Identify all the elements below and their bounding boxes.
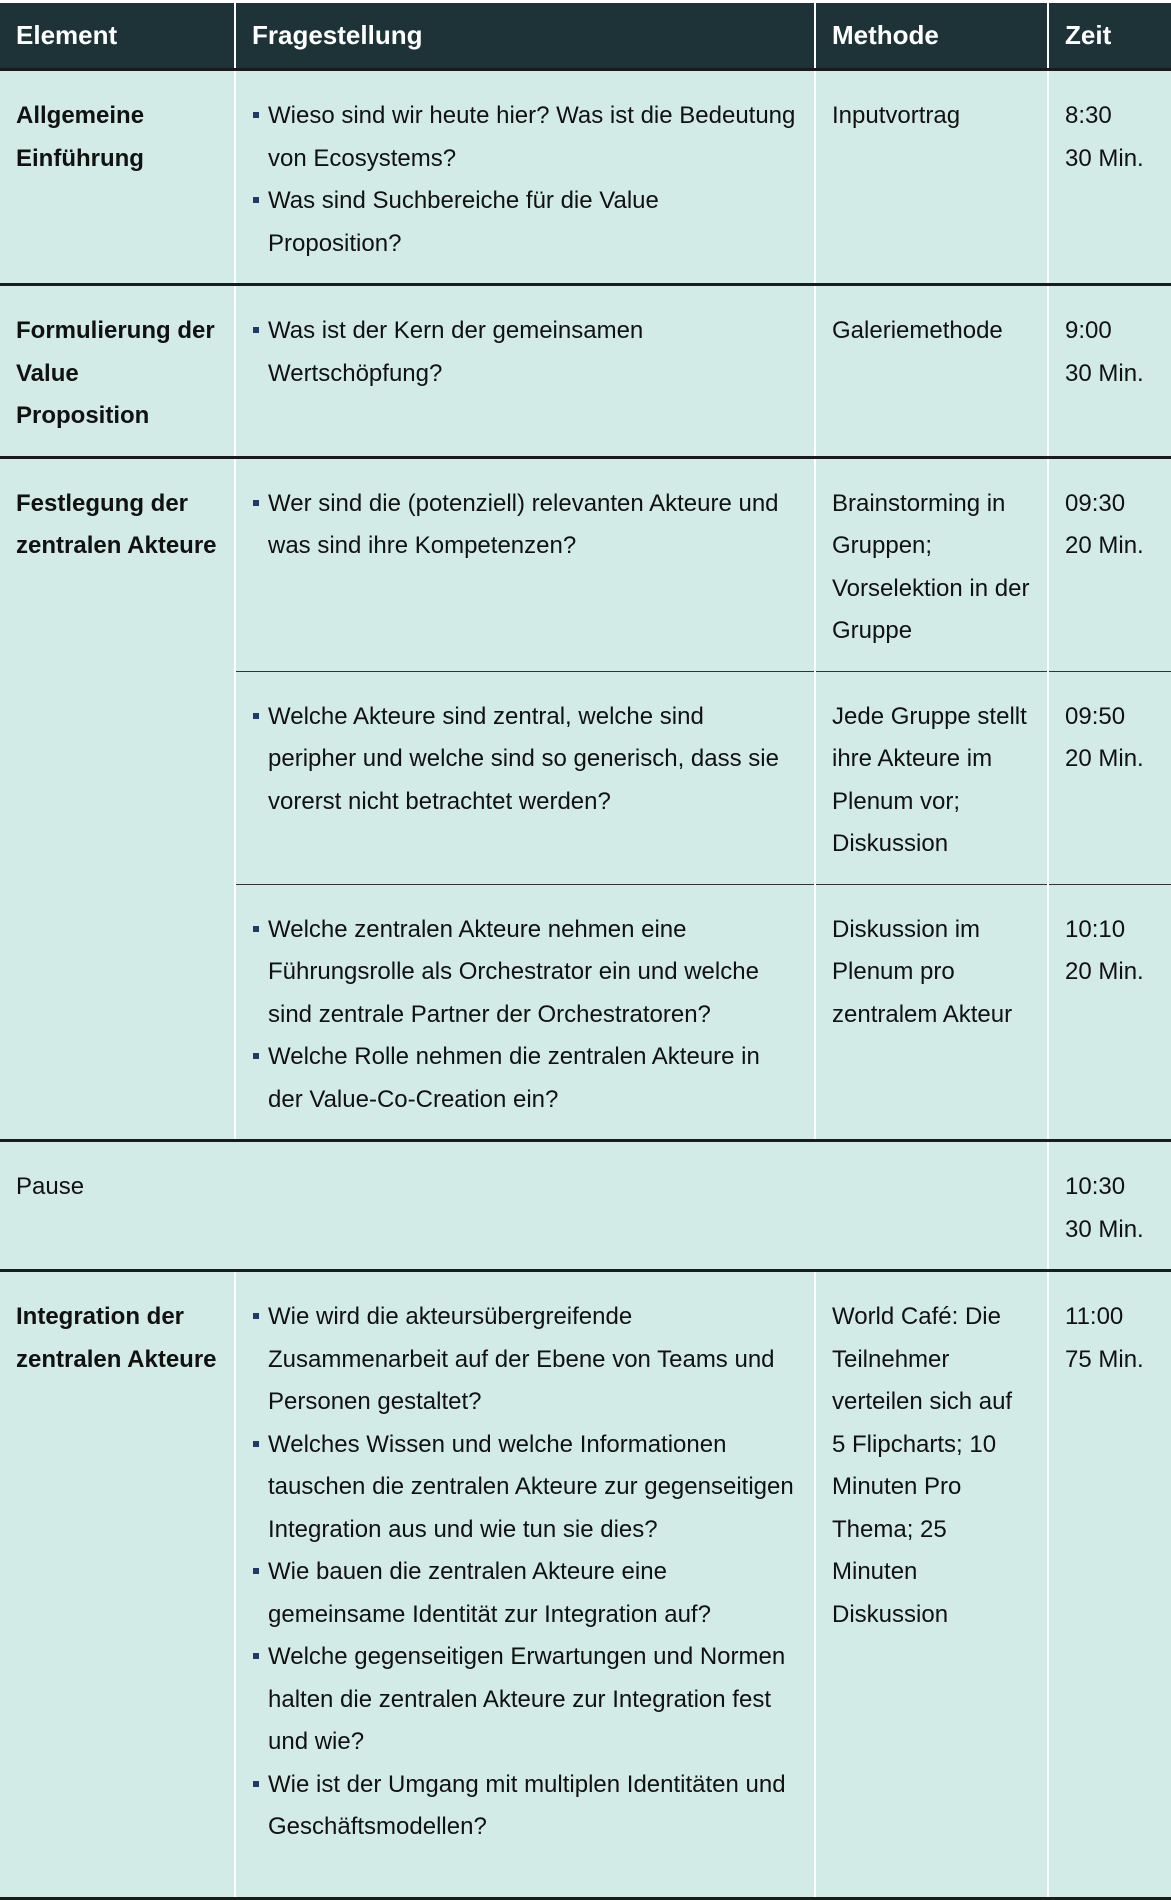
table-row bbox=[0, 1271, 1171, 1899]
question-item: Was sind Suchbereiche für die Value Proposition? bbox=[252, 180, 798, 265]
table-row bbox=[0, 457, 1171, 671]
question-cell bbox=[235, 1271, 815, 1899]
question-item: Wie wird die akteursübergreifende Zusammenarbeit auf der Ebene von Teams und Personen gestaltet? bbox=[252, 1296, 798, 1424]
table-row bbox=[0, 1141, 1171, 1271]
start-time: 09:30 bbox=[1065, 489, 1126, 517]
header-zeit: Zeit bbox=[1048, 3, 1171, 70]
question-cell bbox=[235, 70, 815, 285]
question-cell bbox=[235, 884, 815, 1141]
time-cell bbox=[1048, 1271, 1171, 1899]
question-item: Welche Akteure sind zentral, welche sind peripher und welche sind so generisch, dass sie vorerst nicht betrachtet werden? bbox=[252, 696, 798, 824]
header-element: Element bbox=[0, 3, 235, 70]
time-cell bbox=[1048, 671, 1171, 884]
method-cell: Jede Gruppe stellt ihre Akteure im Plenum vor; Diskussion bbox=[815, 671, 1048, 884]
element-cell: Integration der zentralen Akteure bbox=[0, 1271, 235, 1899]
duration: 30 Min. bbox=[1065, 1215, 1144, 1243]
question-cell bbox=[235, 285, 815, 458]
start-time: 10:10 bbox=[1065, 915, 1126, 943]
question-cell bbox=[235, 671, 815, 884]
duration: 20 Min. bbox=[1065, 958, 1144, 985]
duration: 20 Min. bbox=[1065, 532, 1144, 559]
table-row bbox=[0, 70, 1171, 285]
start-time: 11:00 bbox=[1065, 1303, 1124, 1330]
duration: 75 Min. bbox=[1065, 1345, 1144, 1373]
header-methode: Methode bbox=[815, 3, 1048, 70]
start-time: 8:30 bbox=[1065, 102, 1112, 129]
start-time: 09:50 bbox=[1065, 702, 1126, 730]
start-time: 10:30 bbox=[1065, 1173, 1126, 1200]
question-item: Wie ist der Umgang mit multiplen Identitäten und Geschäftsmodellen? bbox=[252, 1764, 798, 1849]
question-item: Wer sind die (potenziell) relevanten Akteure und was sind ihre Kompetenzen? bbox=[252, 483, 798, 568]
header-row bbox=[0, 3, 1171, 70]
duration: 30 Min. bbox=[1065, 359, 1144, 387]
agenda-table bbox=[0, 3, 1171, 1900]
method-cell: Galeriemethode bbox=[815, 285, 1048, 458]
question-cell bbox=[235, 457, 815, 671]
method-cell: World Café: Die Teilnehmer verteilen sich auf 5 Flipcharts; 10 Minuten Pro Thema; 25 Minuten Diskussion bbox=[815, 1271, 1048, 1899]
element-cell: Festlegung der zentralen Akteure bbox=[0, 457, 235, 1141]
question-item: Wie bauen die zentralen Akteure eine gemeinsame Identität zur Integration auf? bbox=[252, 1551, 798, 1636]
question-item: Welche zentralen Akteure nehmen eine Führungsrolle als Orchestrator ein und welche sind zentrale Partner der Orchestratoren? bbox=[252, 909, 798, 1037]
duration: 20 Min. bbox=[1065, 745, 1144, 772]
question-item: Welches Wissen und welche Informationen tauschen die zentralen Akteure zur gegenseitigen Integration aus und wie tun sie dies? bbox=[252, 1424, 798, 1552]
method-cell: Inputvortrag bbox=[815, 70, 1048, 285]
question-item: Welche Rolle nehmen die zentralen Akteure in der Value-Co-Creation ein? bbox=[252, 1036, 798, 1121]
time-cell bbox=[1048, 457, 1171, 671]
duration: 30 Min. bbox=[1065, 144, 1144, 172]
element-cell: Formulierung der Value Proposition bbox=[0, 285, 235, 458]
start-time: 9:00 bbox=[1065, 317, 1112, 344]
time-cell bbox=[1048, 1141, 1171, 1271]
time-cell bbox=[1048, 285, 1171, 458]
question-item: Was ist der Kern der gemeinsamen Wertschöpfung? bbox=[252, 310, 798, 395]
method-cell: Brainstorming in Gruppen; Vorselektion in der Gruppe bbox=[815, 457, 1048, 671]
element-cell: Allgemeine Einführung bbox=[0, 70, 235, 285]
table-row bbox=[0, 285, 1171, 458]
pause-cell: Pause bbox=[0, 1141, 1048, 1271]
header-fragestellung: Fragestellung bbox=[235, 3, 815, 70]
question-item: Wieso sind wir heute hier? Was ist die Bedeutung von Ecosystems? bbox=[252, 95, 798, 180]
time-cell bbox=[1048, 70, 1171, 285]
time-cell bbox=[1048, 884, 1171, 1141]
question-item: Welche gegenseitigen Erwartungen und Normen halten die zentralen Akteure zur Integration fest und wie? bbox=[252, 1636, 798, 1764]
method-cell: Diskussion im Plenum pro zentralem Akteur bbox=[815, 884, 1048, 1141]
